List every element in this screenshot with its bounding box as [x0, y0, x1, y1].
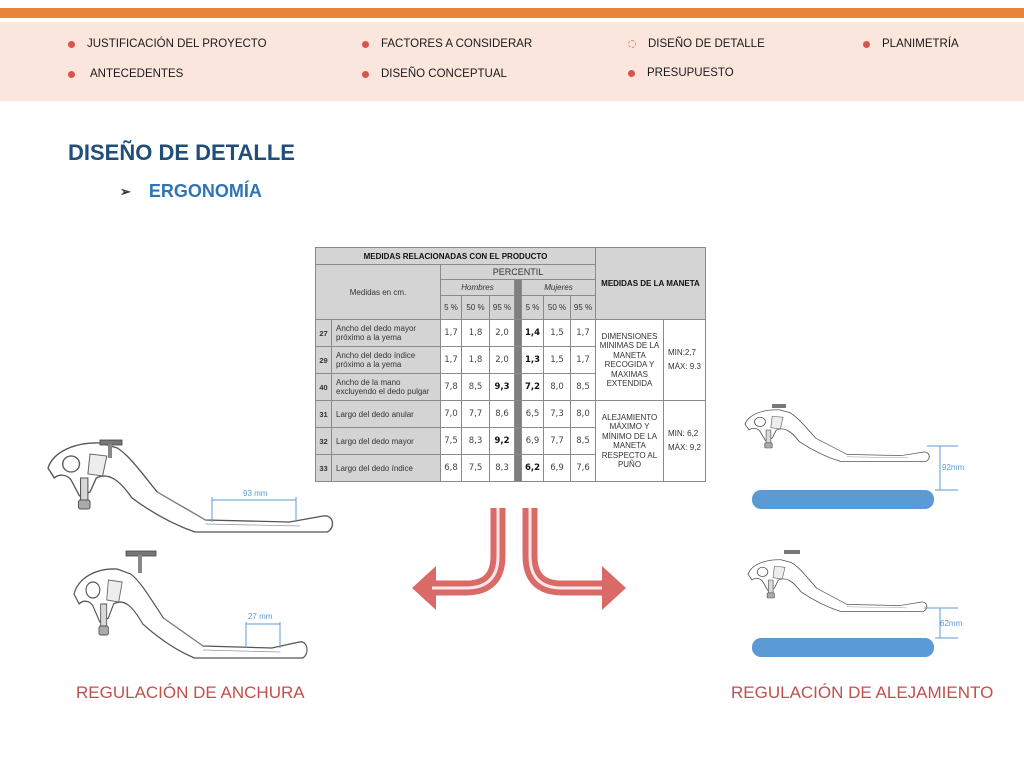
- value-cell: 1,7: [441, 320, 462, 347]
- adjust-screw-shaft-icon: [138, 555, 142, 573]
- hombres-label: Hombres: [441, 280, 515, 296]
- measure-description: Largo del dedo índice: [332, 455, 441, 482]
- value-cell: 1,5: [544, 347, 571, 374]
- value-cell: 7,0: [441, 401, 462, 428]
- value-cell: 8,0: [571, 401, 596, 428]
- value-cell: 8,3: [490, 455, 515, 482]
- nav-item-label: JUSTIFICACIÓN DEL PROYECTO: [87, 38, 267, 50]
- value-cell: 1,7: [571, 320, 596, 347]
- dimension-label: 93 mm: [243, 489, 268, 498]
- value-cell: 1,8: [462, 320, 490, 347]
- adjust-screw-icon: [772, 404, 786, 408]
- percentile-header: 5 %: [522, 296, 544, 320]
- value-cell: 8,5: [462, 374, 490, 401]
- percentile-header: 95 %: [571, 296, 596, 320]
- value-cell: 1,4: [522, 320, 544, 347]
- value-cell: 7,7: [462, 401, 490, 428]
- value-cell: 6,8: [441, 455, 462, 482]
- percentile-header: 50 %: [462, 296, 490, 320]
- nav-item-label: DISEÑO CONCEPTUAL: [381, 68, 507, 80]
- handlebar-grip: [752, 638, 934, 657]
- page-title: DISEÑO DE DETALLE: [68, 140, 295, 165]
- value-cell: 8,6: [490, 401, 515, 428]
- direction-arrows: [412, 508, 626, 610]
- table-header-main: MEDIDAS RELACIONADAS CON EL PRODUCTO: [316, 248, 596, 265]
- value-cell: 6,2: [522, 455, 544, 482]
- value-cell: 2,0: [490, 347, 515, 374]
- measure-number: 27: [316, 320, 332, 347]
- nav-item-label: ANTECEDENTES: [90, 68, 184, 80]
- measure-description: Largo del dedo anular: [332, 401, 441, 428]
- nav-item-label: FACTORES A CONSIDERAR: [381, 38, 533, 50]
- table-header-maneta: MEDIDAS DE LA MANETA: [596, 248, 706, 320]
- lever-anchura-bottom: [74, 551, 307, 658]
- measure-number: 40: [316, 374, 332, 401]
- value-cell: 1,3: [522, 347, 544, 374]
- handlebar-grip: [752, 490, 934, 509]
- value-cell: 8,0: [544, 374, 571, 401]
- caption-anchura: REGULACIÓN DE ANCHURA: [76, 683, 305, 702]
- value-cell: 7,5: [441, 428, 462, 455]
- value-cell: 1,7: [441, 347, 462, 374]
- value-cell: 9,2: [490, 428, 515, 455]
- value-cell: 7,5: [462, 455, 490, 482]
- maneta-group-description: ALEJAMIENTO MÁXIMO Y MÍNIMO DE LA MANETA RESPECTO AL PUÑO: [596, 401, 664, 482]
- value-cell: 1,5: [544, 320, 571, 347]
- value-cell: 6,9: [522, 428, 544, 455]
- nav-item-label: DISEÑO DE DETALLE: [648, 38, 765, 50]
- arrow-right-shaft: [530, 508, 602, 588]
- percentile-header: 5 %: [441, 296, 462, 320]
- lever-alejamiento-bottom: [748, 550, 963, 657]
- max-value: MÁX: 9,2: [668, 443, 701, 452]
- value-cell: 1,8: [462, 347, 490, 374]
- caption-alejamiento: REGULACIÓN DE ALEJAMIENTO: [731, 683, 994, 702]
- adjust-screw-icon: [784, 550, 800, 554]
- mujeres-label: Mujeres: [522, 280, 596, 296]
- percentil-label: PERCENTIL: [441, 265, 596, 280]
- value-cell: 7,3: [544, 401, 571, 428]
- nav-item-label: PLANIMETRÍA: [882, 38, 959, 50]
- value-cell: 7,6: [571, 455, 596, 482]
- value-cell: 1,7: [571, 347, 596, 374]
- arrow-right-head-icon: [602, 566, 626, 610]
- value-cell: 8,3: [462, 428, 490, 455]
- value-cell: 6,5: [522, 401, 544, 428]
- lever-anchura-top: [48, 440, 332, 532]
- measure-number: 32: [316, 428, 332, 455]
- subtitle-label: ERGONOMÍA: [148, 181, 262, 201]
- measure-number: 31: [316, 401, 332, 428]
- value-cell: 7,7: [544, 428, 571, 455]
- value-cell: 8,5: [571, 428, 596, 455]
- percentile-header: 50 %: [544, 296, 571, 320]
- arrow-left-shaft: [432, 508, 498, 588]
- value-cell: 8,5: [571, 374, 596, 401]
- value-cell: 9,3: [490, 374, 515, 401]
- value-cell: 7,2: [522, 374, 544, 401]
- value-cell: 2,0: [490, 320, 515, 347]
- measure-description: Ancho del dedo índice próximo a la yema: [332, 347, 441, 374]
- min-value: MIN:2,7: [668, 348, 697, 357]
- lever-alejamiento-top: [745, 404, 965, 509]
- measure-description: Ancho del dedo mayor próximo a la yema: [332, 320, 441, 347]
- measure-number: 29: [316, 347, 332, 374]
- max-value: MÁX: 9.3: [668, 362, 701, 371]
- dimension-label: 62mm: [940, 619, 963, 628]
- arrow-bullet-icon: ➢: [120, 183, 131, 199]
- adjust-screw-shaft-icon: [108, 444, 112, 458]
- nav-item-label: PRESUPUESTO: [647, 67, 734, 79]
- dimension-label: 92mm: [942, 463, 965, 472]
- dimension-label: 27 mm: [248, 612, 273, 621]
- medidas-label: Medidas en cm.: [316, 265, 441, 320]
- maneta-group-description: DIMENSIONES MINIMAS DE LA MANETA RECOGIDA Y MAXIMAS EXTENDIDA: [596, 320, 664, 401]
- min-value: MIN: 6,2: [668, 429, 699, 438]
- measure-description: Largo del dedo mayor: [332, 428, 441, 455]
- value-cell: 7,8: [441, 374, 462, 401]
- measure-description: Ancho de la mano excluyendo el dedo pulgar: [332, 374, 441, 401]
- measure-number: 33: [316, 455, 332, 482]
- value-cell: 6,9: [544, 455, 571, 482]
- percentile-header: 95 %: [490, 296, 515, 320]
